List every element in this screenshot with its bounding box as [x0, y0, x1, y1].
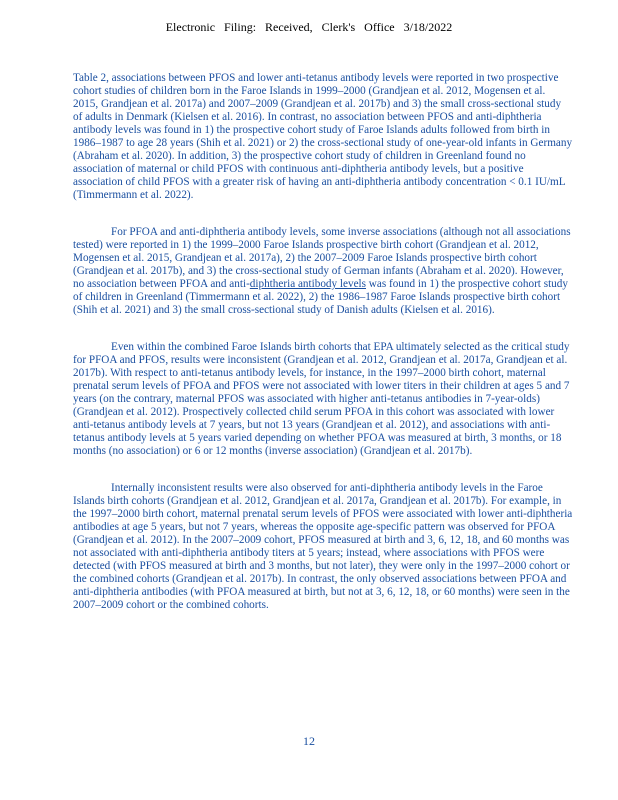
paragraph-4: Internally inconsistent results were also observed for anti-diphtheria antibody levels in the Faroe Islands birth cohorts (Grandjean et al. 2012, Grandjean et al. 2017a, Grandjean et al. 2017b). For example, in the 1997–2000 birth cohort, maternal prenatal serum levels of PFOS were associated with lower anti-diphtheria antibodies at age 5 years, but not 7 years, whereas the opposite age-specific pattern was observed for PFOA (Grandjean et al. 2012). In the 2007–2009 cohort, PFOS measured at birth and 3, 6, 12, 18, and 60 months was not associated with anti-diphtheria antibody titers at 5 years; instead, where associations with PFOS were detected (with PFOS measured at birth and 3 months, but not later), they were only in the 1997–2000 cohort or the combined cohorts (Grandjean et al. 2017b). In contrast, the only observed associations between PFOA and anti-diphtheria antibodies (with PFOA measured at birth, but not at 3, 6, 12, 18, or 60 months) were seen in the 2007–2009 cohort or the combined cohorts. — [73, 482, 573, 611]
document-body — [73, 72, 573, 636]
filing-header: Electronic Filing: Received, Clerk's Office 3/18/2022 — [165, 20, 453, 34]
paragraph-3: Even within the combined Faroe Islands birth cohorts that EPA ultimately selected as the critical study for PFOA and PFOS, results were inconsistent (Grandjean et al. 2012, Grandjean et al. 2017a, Grandjean et al. 2017b). With respect to anti-tetanus antibody levels, for instance, in the 1997–2000 birth cohort, maternal prenatal serum levels of PFOA and PFOS were not associated with lower titers in their children at ages 5 and 7 years (on the contrary, maternal PFOS was associated with higher anti-tetanus antibodies in 7-year-olds) (Grandjean et al. 2012). Prospectively collected child serum PFOA in this cohort was associated with lower anti-tetanus antibody levels at 7 years, but not 13 years (Grandjean et al. 2012), and associations with anti-tetanus antibody levels at 5 years varied depending on whether PFOA was measured at birth, 3 months, or 18 months (no association) or 6 or 12 months (inverse association) (Grandjean et al. 2017b). — [73, 341, 570, 457]
paragraph-2-text-b: was found in 1) the prospective cohort study of children in Greenland (Timmermann et al. 2022), 2) the 1986–1987 Faroe Islands prospective birth cohort (Shih et al. 2021) and 3) the small cross-sectional study of Danish adults (Kielsen et al. 2016). — [73, 278, 568, 316]
paragraph-2 — [73, 226, 573, 317]
paragraph-2-text-a: For PFOA and anti-diphtheria antibody levels, some inverse associations (although not all associations tested) were reported in 1) the 1999–2000 Faroe Islands prospective birth cohort (Grandjean et al. 2012, Mogensen et al. 2015, Grandjean et al. 2017a), 2) the 2007–2009 Faroe Islands prospective birth cohort (Grandjean et al. 2017b), and 3) the cross-sectional study of German infants (Abraham et al. 2020). However, no association between PFOA and anti- — [73, 226, 571, 290]
paragraph-2-underlined-text: diphtheria antibody levels — [249, 278, 366, 290]
paragraph-1: Table 2, associations between PFOS and lower anti-tetanus antibody levels were reported in two prospective cohort studies of children born in the Faroe Islands in 1999–2000 (Grandjean et al. 2012, Mogensen et al. 2015, Grandjean et al. 2017a) and 2007–2009 (Grandjean et al. 2017b) and 3) the small cross-sectional study of adults in Denmark (Kielsen et al. 2016). In contrast, no association between PFOS and anti-diphtheria antibody levels was found in 1) the prospective cohort study of Faroe Islands adults followed from birth in 1986–1987 to age 28 years (Shih et al. 2021) or 2) the cross-sectional study of one-year-old infants in Germany (Abraham et al. 2020). In addition, 3) the prospective cohort study of children in Greenland found no association of maternal or child PFOS with continuous anti-diphtheria antibody levels, but a positive association of child PFOS with a greater risk of having an anti-diphtheria antibody concentration < 0.1 IU/mL (Timmermann et al. 2022). — [73, 72, 573, 201]
page-number: 12 — [303, 734, 315, 748]
